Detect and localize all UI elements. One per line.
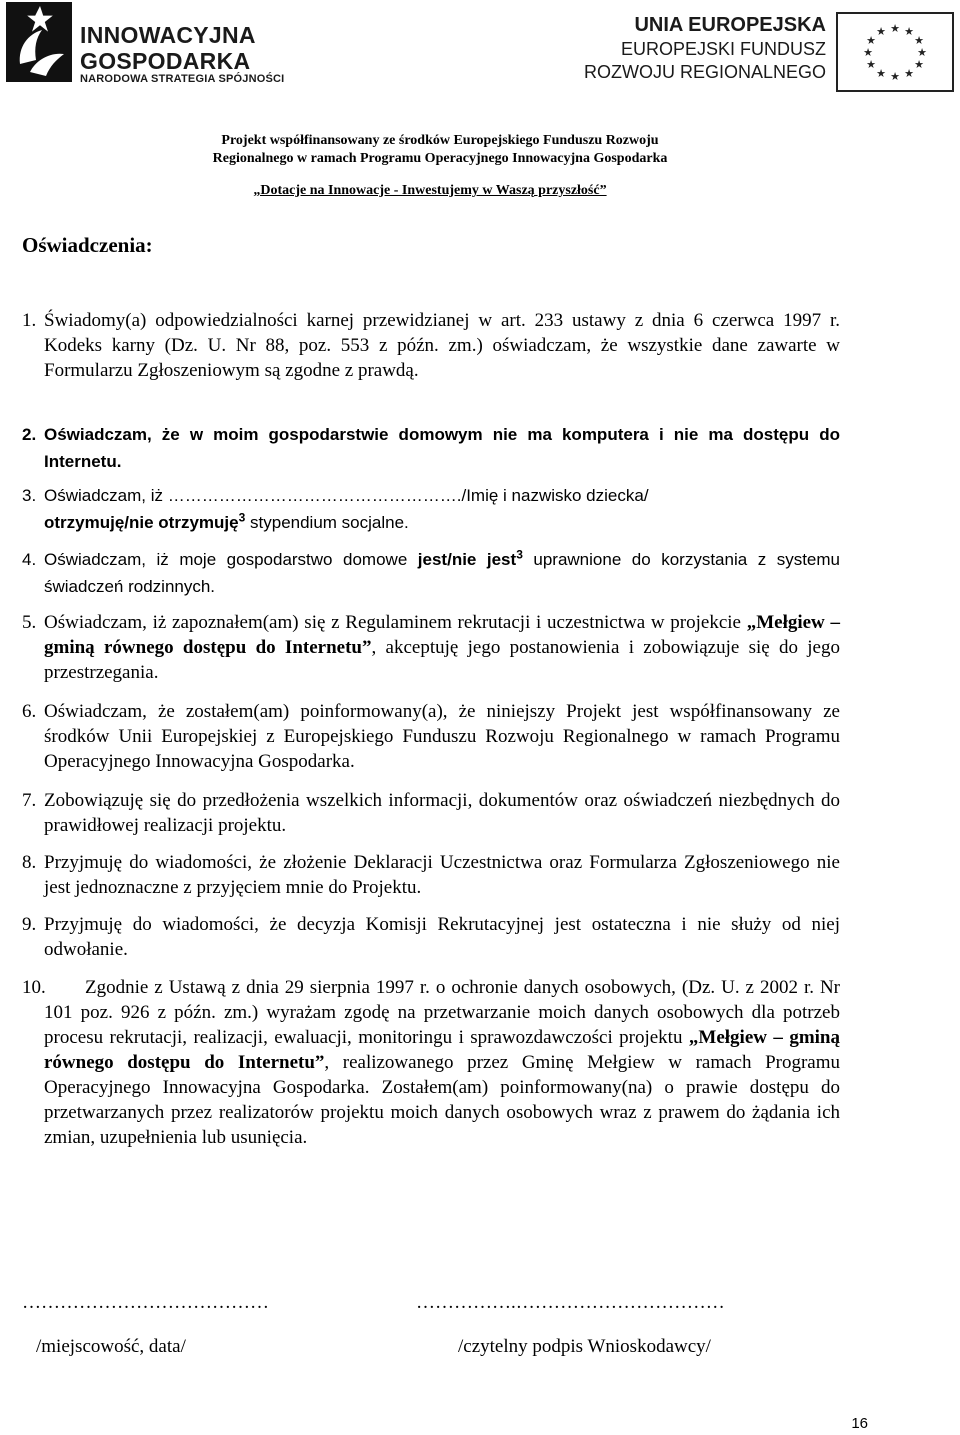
- statement-text-part2: uprawnione do korzystania z systemu świadczeń rodzinnych.: [44, 550, 840, 596]
- statement-text-part2: , realizowanego przez Gminę Mełgiew w ramach Programu Operacyjnego Innowacyjna Gospodarka. Zostałem(am) poinformowany(na) o prawie dostępu do przetwarzanych przez realizatorów projektu moich danych osobowych wraz z prawem do żądania ich zmian, uzupełnienia lub usunięcia.: [44, 1052, 840, 1148]
- innowacyjna-gospodarka-logo: [6, 2, 285, 85]
- statement-number: 2.: [22, 425, 37, 444]
- statement-text: Przyjmuję do wiadomości, że złożenie Deklaracji Uczestnictwa oraz Formularza Zgłoszeniowego nie jest jednoznaczne z przyjęciem mnie do Projektu.: [44, 852, 840, 898]
- logo-left-line1: INNOWACYJNA: [80, 22, 256, 48]
- statement-text: [44, 975, 840, 1150]
- statement-3: [22, 482, 840, 536]
- statement-text-part2: stypendium socjalne.: [245, 513, 409, 532]
- project-name: „Mełgiew – gminą równego dostępu do Internetu”: [44, 612, 840, 658]
- page-number: 16: [851, 1415, 868, 1432]
- statement-text: [44, 610, 840, 685]
- statement-text: [44, 546, 840, 600]
- statement-text-part1: Oświadczam, iż moje gospodarstwo domowe: [44, 550, 418, 569]
- page-title: Oświadczenia:: [22, 233, 153, 257]
- svg-text:★: ★: [866, 34, 876, 47]
- statement-2: [22, 421, 840, 475]
- svg-text:★: ★: [890, 22, 900, 35]
- statement-number: 1.: [22, 310, 37, 331]
- statement-text: Oświadczam, że w moim gospodarstwie domowym nie ma komputera i nie ma dostępu do Internetu.: [44, 425, 840, 471]
- statement-number: 6.: [22, 701, 37, 722]
- statement-number: 10.: [22, 977, 46, 998]
- statement-bold-choice: jest/nie jest: [417, 550, 517, 569]
- svg-text:★: ★: [863, 46, 873, 59]
- signature-line: …………….……………………………: [416, 1292, 725, 1313]
- statement-number: 5.: [22, 612, 37, 633]
- svg-text:★: ★: [914, 58, 924, 71]
- project-line-2: Regionalnego w ramach Programu Operacyjnego Innowacyjna Gospodarka: [212, 151, 668, 166]
- logo-right-line1: UNIA EUROPEJSKA: [634, 14, 826, 36]
- footnote-ref: 3: [238, 510, 246, 525]
- statement-text-part1: Zgodnie z Ustawą z dnia 29 sierpnia 1997 r. o ochronie danych osobowych, (Dz. U. z 2002 r. Nr 101 poz. 926 z późn. zm.) wyrażam zgodę na przetwarzanie moich danych osobowych dla potrzeb procesu rekrutacji, realizacji, ewaluacji, monitoringu i sprawozdawczości projektu: [44, 977, 840, 1048]
- logo-left-line2: GOSPODARKA: [80, 48, 251, 74]
- statement-text: Świadomy(a) odpowiedzialności karnej przewidzianej w art. 233 ustawy z dnia 6 czerwca 1997 r. Kodeks karny (Dz. U. Nr 88, poz. 553 z późn. zm.) oświadczam, że wszystkie dane zawarte w Formularzu Zgłoszeniowym są zgodne z prawdą.: [44, 310, 840, 381]
- statement-number: 8.: [22, 852, 37, 873]
- svg-text:★: ★: [876, 67, 886, 80]
- logo-left-line3: NARODOWA STRATEGIA SPÓJNOŚCI: [80, 73, 285, 85]
- statement-1: [22, 308, 840, 383]
- svg-text:★: ★: [890, 70, 900, 83]
- statement-bold-choice: otrzymuję/nie otrzymuję: [44, 513, 239, 532]
- statement-10: [22, 975, 840, 1150]
- eu-flag-icon: [836, 12, 954, 92]
- statement-6: [22, 699, 840, 774]
- project-motto: „Dotacje na Innowacje - Inwestujemy w Waszą przyszłość”: [253, 183, 607, 198]
- signature-label: /czytelny podpis Wnioskodawcy/: [458, 1336, 711, 1357]
- statement-number: 4.: [22, 550, 37, 569]
- statement-7: [22, 788, 840, 838]
- statement-text-part1: Oświadczam, iż zapoznałem(am) się z Regulaminem rekrutacji i uczestnictwa w projekcie: [44, 612, 747, 633]
- logo-right-line3: ROZWOJU REGIONALNEGO: [583, 62, 826, 82]
- statement-text-part2: , akceptuję jego postanowienia i zobowiązuje się do jego przestrzegania.: [44, 637, 840, 683]
- statement-8: [22, 850, 840, 900]
- innowacyjna-gospodarka-emblem-icon: [6, 2, 72, 82]
- statement-text: [44, 482, 840, 536]
- statement-text: Oświadczam, że zostałem(am) poinformowany(a), że niniejszy Projekt jest współfinansowany ze środków Unii Europejskiej z Europejskiego Funduszu Rozwoju Regionalnego w ramach Programu Operacyjnego Innowacyjna Gospodarka.: [44, 701, 840, 772]
- statement-number: 7.: [22, 790, 37, 811]
- place-date-label: /miejscowość, data/: [36, 1336, 186, 1357]
- statement-number: 3.: [22, 486, 37, 505]
- svg-text:★: ★: [904, 67, 914, 80]
- project-line-1: Projekt współfinansowany ze środków Europejskiego Funduszu Rozwoju: [221, 133, 659, 148]
- svg-text:★: ★: [876, 25, 886, 38]
- statement-9: [22, 912, 840, 962]
- svg-text:★: ★: [866, 58, 876, 71]
- statement-5: [22, 610, 840, 685]
- statement-text-part1: Oświadczam, iż ……………………………………………./Imię i nazwisko dziecka/: [44, 486, 649, 505]
- logo-right-line2: EUROPEJSKI FUNDUSZ: [620, 39, 826, 59]
- project-name: „Mełgiew – gminą równego dostępu do Internetu”: [44, 1027, 840, 1073]
- svg-text:★: ★: [904, 25, 914, 38]
- footnote-ref: 3: [516, 547, 523, 562]
- statement-number: 9.: [22, 914, 37, 935]
- project-cofinancing-header: [0, 132, 880, 168]
- place-date-line: …………………………………: [22, 1292, 269, 1313]
- statement-4: [22, 546, 840, 600]
- svg-text:★: ★: [917, 46, 927, 59]
- statement-text: Zobowiązuję się do przedłożenia wszelkich informacji, dokumentów oraz oświadczeń niezbędnych do prawidłowej realizacji projektu.: [44, 790, 840, 836]
- svg-text:★: ★: [914, 34, 924, 47]
- statement-text: Przyjmuję do wiadomości, że decyzja Komisji Rekrutacyjnej jest ostateczna i nie służy od niej odwołanie.: [44, 914, 840, 960]
